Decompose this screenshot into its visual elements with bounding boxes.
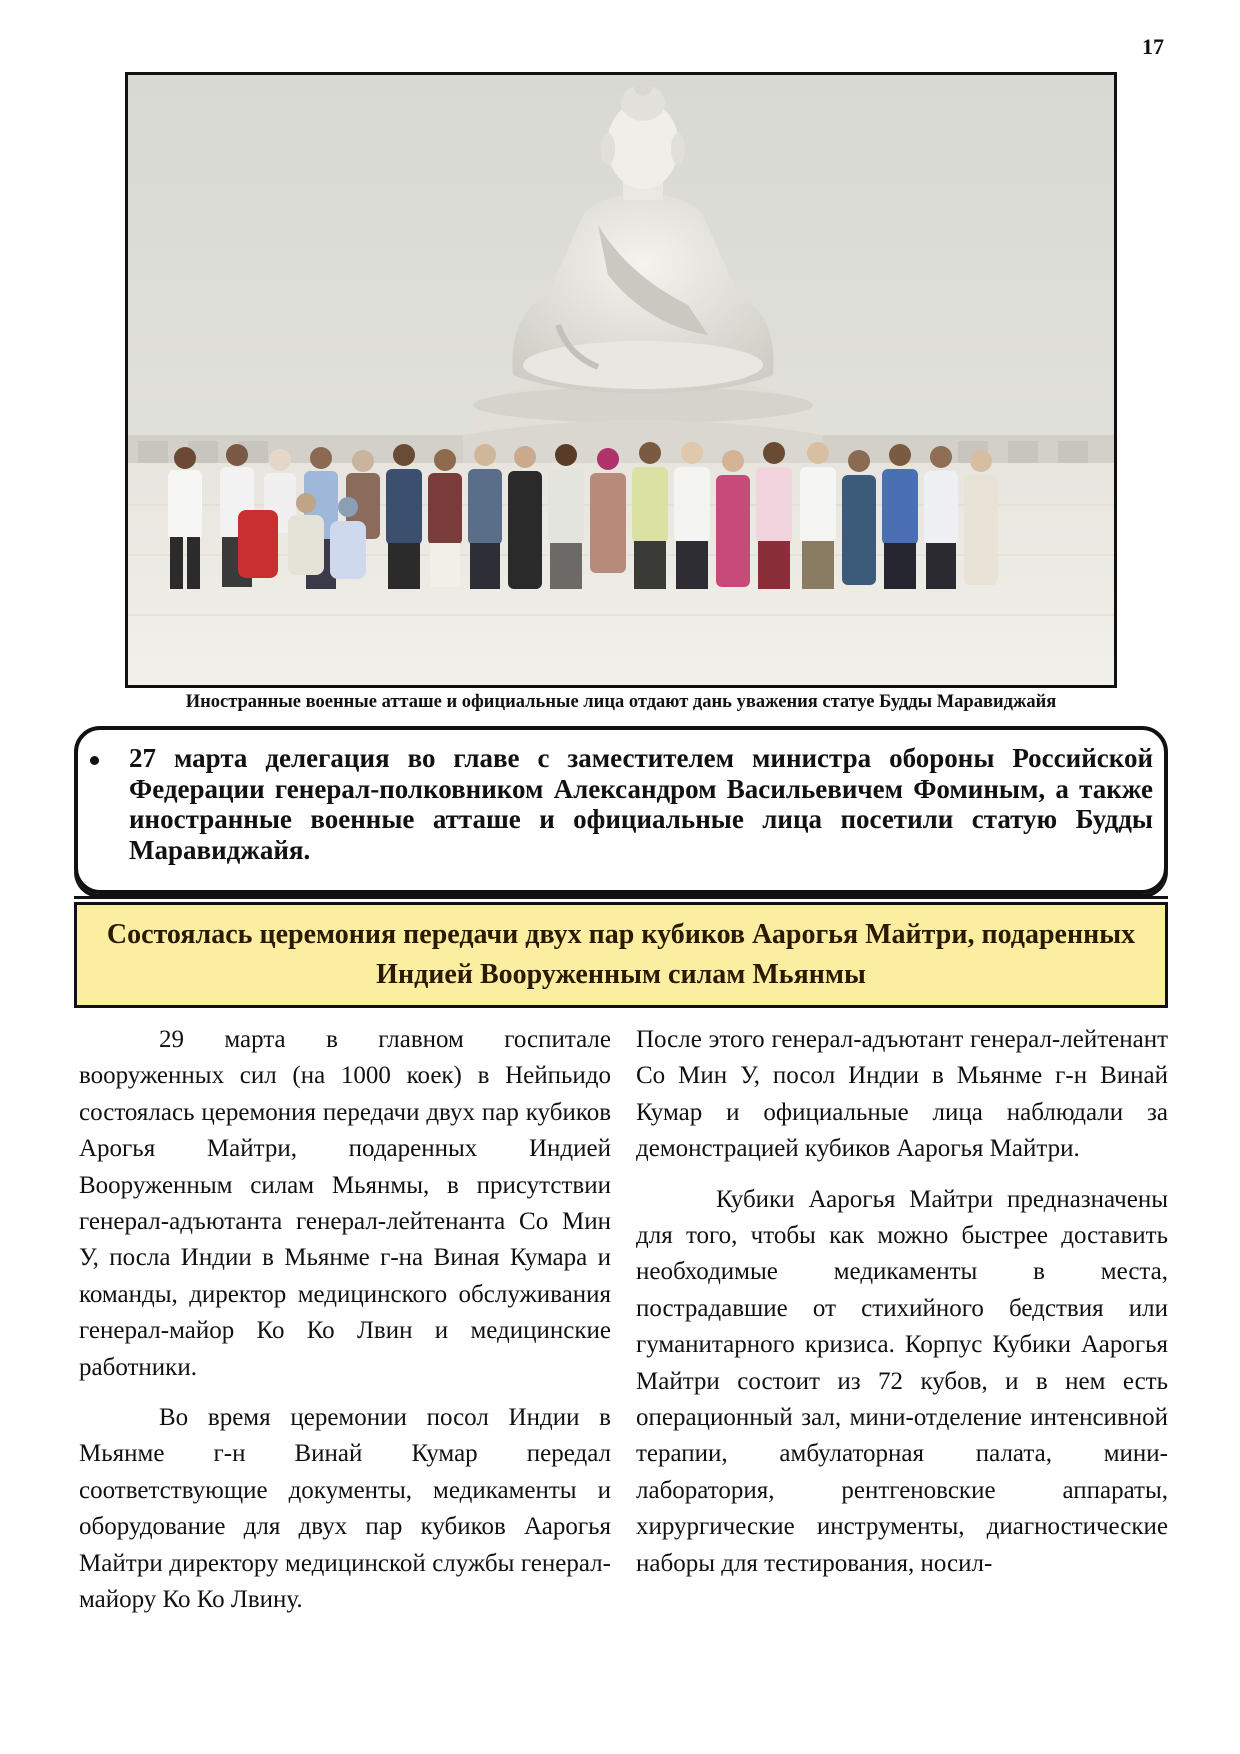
photo-caption: Иностранные военные атташе и официальные лица отдают дань уважения статуе Будды Маравиджайя [185, 692, 1057, 712]
headline-box [74, 902, 1168, 1008]
paragraph: Во время церемонии посол Индии в Мьянме г-н Винай Кумар передал соответствующие документы, медикаменты и оборудование для двух пар кубиков Аарогья Майтри директору медицинской службы генерал-майору Ко Ко Лвину. [79, 1404, 611, 1614]
bullet-marker [90, 756, 99, 765]
article-column-right [636, 1022, 1168, 1582]
paragraph: После этого генерал-адъютант генерал-лейтенант Со Мин У, посол Индии в Мьянме г-н Винай Кумар и официальные лица наблюдали за демонстрацией кубиков Аарогья Майтри. [636, 1026, 1168, 1163]
paragraph: 29 марта в главном госпитале вооруженных сил (на 1000 коек) в Нейпьидо состоялась церемония передачи двух пар кубиков Арогья Майтри, подаренных Индией Вооруженным силам Мьянмы, в присутствии генерал-адъютанта генерал-лейтенанта Со Мин У, посла Индии в Мьянме г-на Виная Кумара и команды, директор медицинского обслуживания генерал-майор Ко Ко Лвин и медицинские работники. [79, 1026, 611, 1381]
article-headline: Состоялась церемония передачи двух пар кубиков Аарогья Майтри, подаренных Индией Вооруженным силам Мьянмы [106, 919, 1136, 990]
buddha-statue-group-photo [125, 72, 1117, 688]
article-column-left [79, 1022, 611, 1619]
bullet-text: 27 марта делегация во главе с заместителем министра обороны Российской Федерации генерал-полковником Александром Васильевичем Фоминым, а также иностранные военные атташе и официальные лица посетили статую Будды Маравиджайя. [129, 743, 1153, 865]
paragraph: Кубики Аарогья Майтри предназначены для того, чтобы как можно быстрее доставить необходимые медикаменты в места, пострадавшие от стихийного бедствия или гуманитарного кризиса. Корпус Кубики Аарогья Майтри состоит из 72 кубов, и в нем есть операционный зал, мини-отделение интенсивной терапии, амбулаторная палата, мини-лаборатория, рентгеновские аппараты, хирургические инструменты, диагностические наборы для тестирования, носил- [636, 1185, 1168, 1577]
page-number: 17 [1142, 34, 1164, 59]
